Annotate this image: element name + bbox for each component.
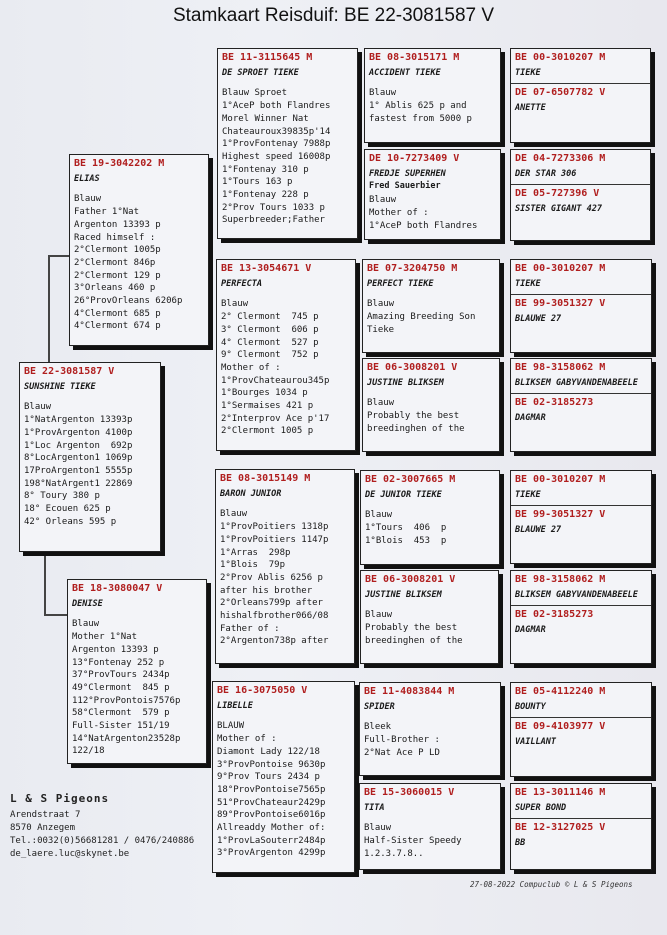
ring-number: BE 13-3011146 M (515, 787, 606, 798)
ancestor-card (360, 470, 500, 565)
ancestor-pair-card (510, 358, 652, 452)
grandsire-maternal-card (215, 469, 355, 664)
ancestor-card (362, 358, 500, 452)
mother-card (67, 579, 207, 764)
pigeon-name: BLIKSEM GABYVANDENABEELE (515, 377, 638, 388)
breeder-name: L & S Pigeons (10, 792, 110, 805)
ring-number: DE 10-7273409 V (369, 153, 460, 164)
granddam-maternal-card (212, 681, 355, 873)
pigeon-name: DAGMAR (515, 413, 546, 424)
pigeon-details: Blauw Probably the best breedinghen of the (367, 398, 465, 434)
ring-number: BE 11-4083844 M (364, 686, 455, 697)
pigeon-name: BB (515, 838, 526, 849)
ring-number: BE 22-3081587 V (24, 366, 115, 377)
ring-number: DE 04-7273306 M (515, 153, 606, 164)
ring-number: BE 09-4103977 V (515, 721, 606, 733)
pigeon-name: PERFECTA (221, 278, 262, 289)
pigeon-name: JUSTINE BLIKSEM (367, 377, 444, 388)
ring-number: BE 06-3008201 V (365, 574, 456, 585)
ancestor-pair-card (510, 570, 652, 664)
ring-number: BE 02-3007665 M (365, 474, 456, 485)
pigeon-name: SPIDER (364, 701, 395, 712)
pigeon-details: Blauw Mother 1°Nat Argenton 13393 p 13°Fontenay 252 p 37°ProvTours 2434p 49°Clermont 845 p 112°ProvPontois7576p 58°Clermont 579 p Full-Sister 151/19 14°NatArgenton23528p 122/18 (72, 619, 181, 757)
pigeon-details: Blauw 1°Tours 406 p 1°Blois 453 p (365, 510, 447, 546)
ancestor-pair-card (510, 149, 651, 241)
pigeon-name: SUNSHINE TIEKE (24, 381, 96, 392)
pigeon-name: TIEKE (515, 67, 541, 78)
pigeon-details: Blauw 1°NatArgenton 13393p 1°ProvArgenton 4100p 1°Loc Argenton 692p 8°LocArgenton1 1069p 17ProArgenton1 5555p 198°NatArgent1 22869 8° Toury 380 p 18° Ecouen 625 p 42° Orleans 595 p (24, 402, 133, 527)
pigeon-name: BLIKSEM GABYVANDENABEELE (515, 589, 638, 600)
ring-number: BE 13-3054671 V (221, 263, 312, 274)
ancestor-card (364, 48, 501, 143)
pigeon-name: DE SPROET TIEKE (222, 67, 299, 78)
pigeon-name: BLAUWE 27 (515, 314, 562, 325)
ancestor-pair-card (510, 783, 652, 870)
pigeon-name: SUPER BOND (515, 802, 567, 813)
pigeon-name: BLAUWE 27 (515, 525, 562, 536)
pigeon-details: BLAUW Mother of : Diamont Lady 122/18 3°ProvPontoise 9630p 9°Prov Tours 2434 p 18°ProvPontoise7565p 51°ProvChateaur2429p 89°ProvPontoise6016p Allreaddy Mother of: 1°ProvLaSouterr2484p 3°ProvArgenton 4299p (217, 721, 326, 859)
ancestor-card (360, 570, 499, 664)
grandsire-paternal-card (217, 48, 358, 239)
ring-number: BE 15-3060015 V (364, 787, 455, 798)
pigeon-name: DER STAR 306 (515, 168, 577, 179)
subject-card (19, 362, 161, 552)
breeder-street: Arendstraat 7 (10, 810, 81, 820)
ring-number: BE 98-3158062 M (515, 574, 606, 585)
ancestor-pair-card (510, 470, 652, 564)
ring-number: BE 99-3051327 V (515, 509, 606, 521)
pigeon-name: DAGMAR (515, 625, 546, 636)
connector-line (44, 614, 68, 616)
ring-number: BE 05-4112240 M (515, 686, 606, 697)
breeder-name: Fred Sauerbier (369, 181, 441, 192)
ring-number: BE 07-3204750 M (367, 263, 458, 274)
pigeon-details: Blauw Probably the best breedinghen of the (365, 610, 463, 646)
ring-number: BE 12-3127025 V (515, 822, 606, 834)
pigeon-details: Bleek Full-Brother : 2°Nat Ace P LD (364, 722, 440, 758)
connector-line (44, 556, 46, 616)
ring-number: BE 08-3015149 M (220, 473, 311, 484)
print-stamp: 27-08-2022 Compuclub © L & S Pigeons (470, 880, 633, 889)
ring-number: BE 00-3010207 M (515, 263, 606, 274)
ring-number: BE 08-3015171 M (369, 52, 460, 63)
pigeon-name: ELIAS (74, 173, 100, 184)
pigeon-details: Blauw Half-Sister Speedy 1.2.3.7.8.. (364, 823, 462, 859)
breeder-email: de_laere.luc@skynet.be (10, 849, 130, 859)
ring-number: DE 07-6507782 V (515, 87, 606, 99)
ring-number: BE 02-3185273 (515, 609, 594, 621)
pigeon-name: DENISE (72, 598, 103, 609)
pigeon-name: ANETTE (515, 103, 546, 114)
pigeon-name: ACCIDENT TIEKE (369, 67, 441, 78)
ring-number: BE 06-3008201 V (367, 362, 458, 373)
connector-line (48, 255, 70, 257)
ring-number: BE 98-3158062 M (515, 362, 606, 373)
pigeon-details: Blauw Amazing Breeding Son Tieke (367, 299, 476, 335)
ancestor-pair-card (510, 682, 652, 777)
ancestor-card (359, 783, 501, 870)
father-card (69, 154, 209, 346)
ring-number: BE 11-3115645 M (222, 52, 313, 63)
ring-number: BE 00-3010207 M (515, 474, 606, 485)
breeder-phone: Tel.:0032(0)56681281 / 0476/240886 (10, 836, 195, 846)
ancestor-card (364, 149, 501, 240)
pigeon-details: Blauw Mother of : 1°AceP both Flandres (369, 195, 478, 231)
pigeon-name: DE JUNIOR TIEKE (365, 489, 442, 500)
pigeon-details: Blauw 2° Clermont 745 p 3° Clermont 606 p 4° Clermont 527 p 9° Clermont 752 p Mother of : 1°ProvChateaurou345p 1°Bourges 1034 p 1°Sermaises 421 p 2°Interprov Ace p'17 2°Clermont 1005 p (221, 299, 330, 437)
pigeon-name: VAILLANT (515, 737, 556, 748)
granddam-paternal-card (216, 259, 356, 451)
pigeon-name: LIBELLE (217, 700, 253, 711)
ring-number: DE 05-727396 V (515, 188, 600, 200)
pigeon-details: Blauw Sproet 1°AceP both Flandres Morel Winner Nat Chateauroux39835p'14 1°ProvFontenay 7988p Highest speed 16008p 1°Fontenay 310 p 1°Tours 163 p 1°Fontenay 228 p 2°Prov Tours 1033 p Superbreeder;Father (222, 88, 331, 226)
pigeon-name: BOUNTY (515, 701, 546, 712)
ancestor-pair-card (510, 259, 652, 353)
pigeon-details: Blauw 1° Ablis 625 p and fastest from 5000 p (369, 88, 472, 124)
ancestor-pair-card (510, 48, 651, 143)
ring-number: BE 02-3185273 (515, 397, 594, 409)
pigeon-details: Blauw 1°ProvPoitiers 1318p 1°ProvPoitiers 1147p 1°Arras 298p 1°Blois 79p 2°Prov Ablis 6256 p after his brother 2°Orleans799p after hishalfbrother066/08 Father of : 2°Argenton738p after (220, 509, 329, 647)
pigeon-details: Blauw Father 1°Nat Argenton 13393 p Raced himself : 2°Clermont 1005p 2°Clermont 846p 2°Clermont 129 p 3°Orleans 460 p 26°ProvOrleans 6206p 4°Clermont 685 p 4°Clermont 674 p (74, 194, 183, 332)
page-title: Stamkaart Reisduif: BE 22-3081587 V (172, 5, 495, 26)
ring-number: BE 99-3051327 V (515, 298, 606, 310)
ring-number: BE 00-3010207 M (515, 52, 606, 63)
pigeon-name: SISTER GIGANT 427 (515, 204, 602, 215)
ancestor-card (359, 682, 501, 776)
pigeon-name: JUSTINE BLIKSEM (365, 589, 442, 600)
pigeon-name: PERFECT TIEKE (367, 278, 434, 289)
ring-number: BE 19-3042202 M (74, 158, 165, 169)
pigeon-name: TIEKE (515, 278, 541, 289)
connector-line (48, 255, 50, 363)
ring-number: BE 18-3080047 V (72, 583, 163, 594)
pigeon-name: BARON JUNIOR (220, 488, 282, 499)
pigeon-name: TITA (364, 802, 385, 813)
breeder-info (10, 792, 194, 861)
pigeon-name: FREDJE SUPERHEN (369, 168, 446, 179)
ancestor-card (362, 259, 500, 353)
ring-number: BE 16-3075050 V (217, 685, 308, 696)
pigeon-name: TIEKE (515, 489, 541, 500)
breeder-city: 8570 Anzegem (10, 823, 76, 833)
